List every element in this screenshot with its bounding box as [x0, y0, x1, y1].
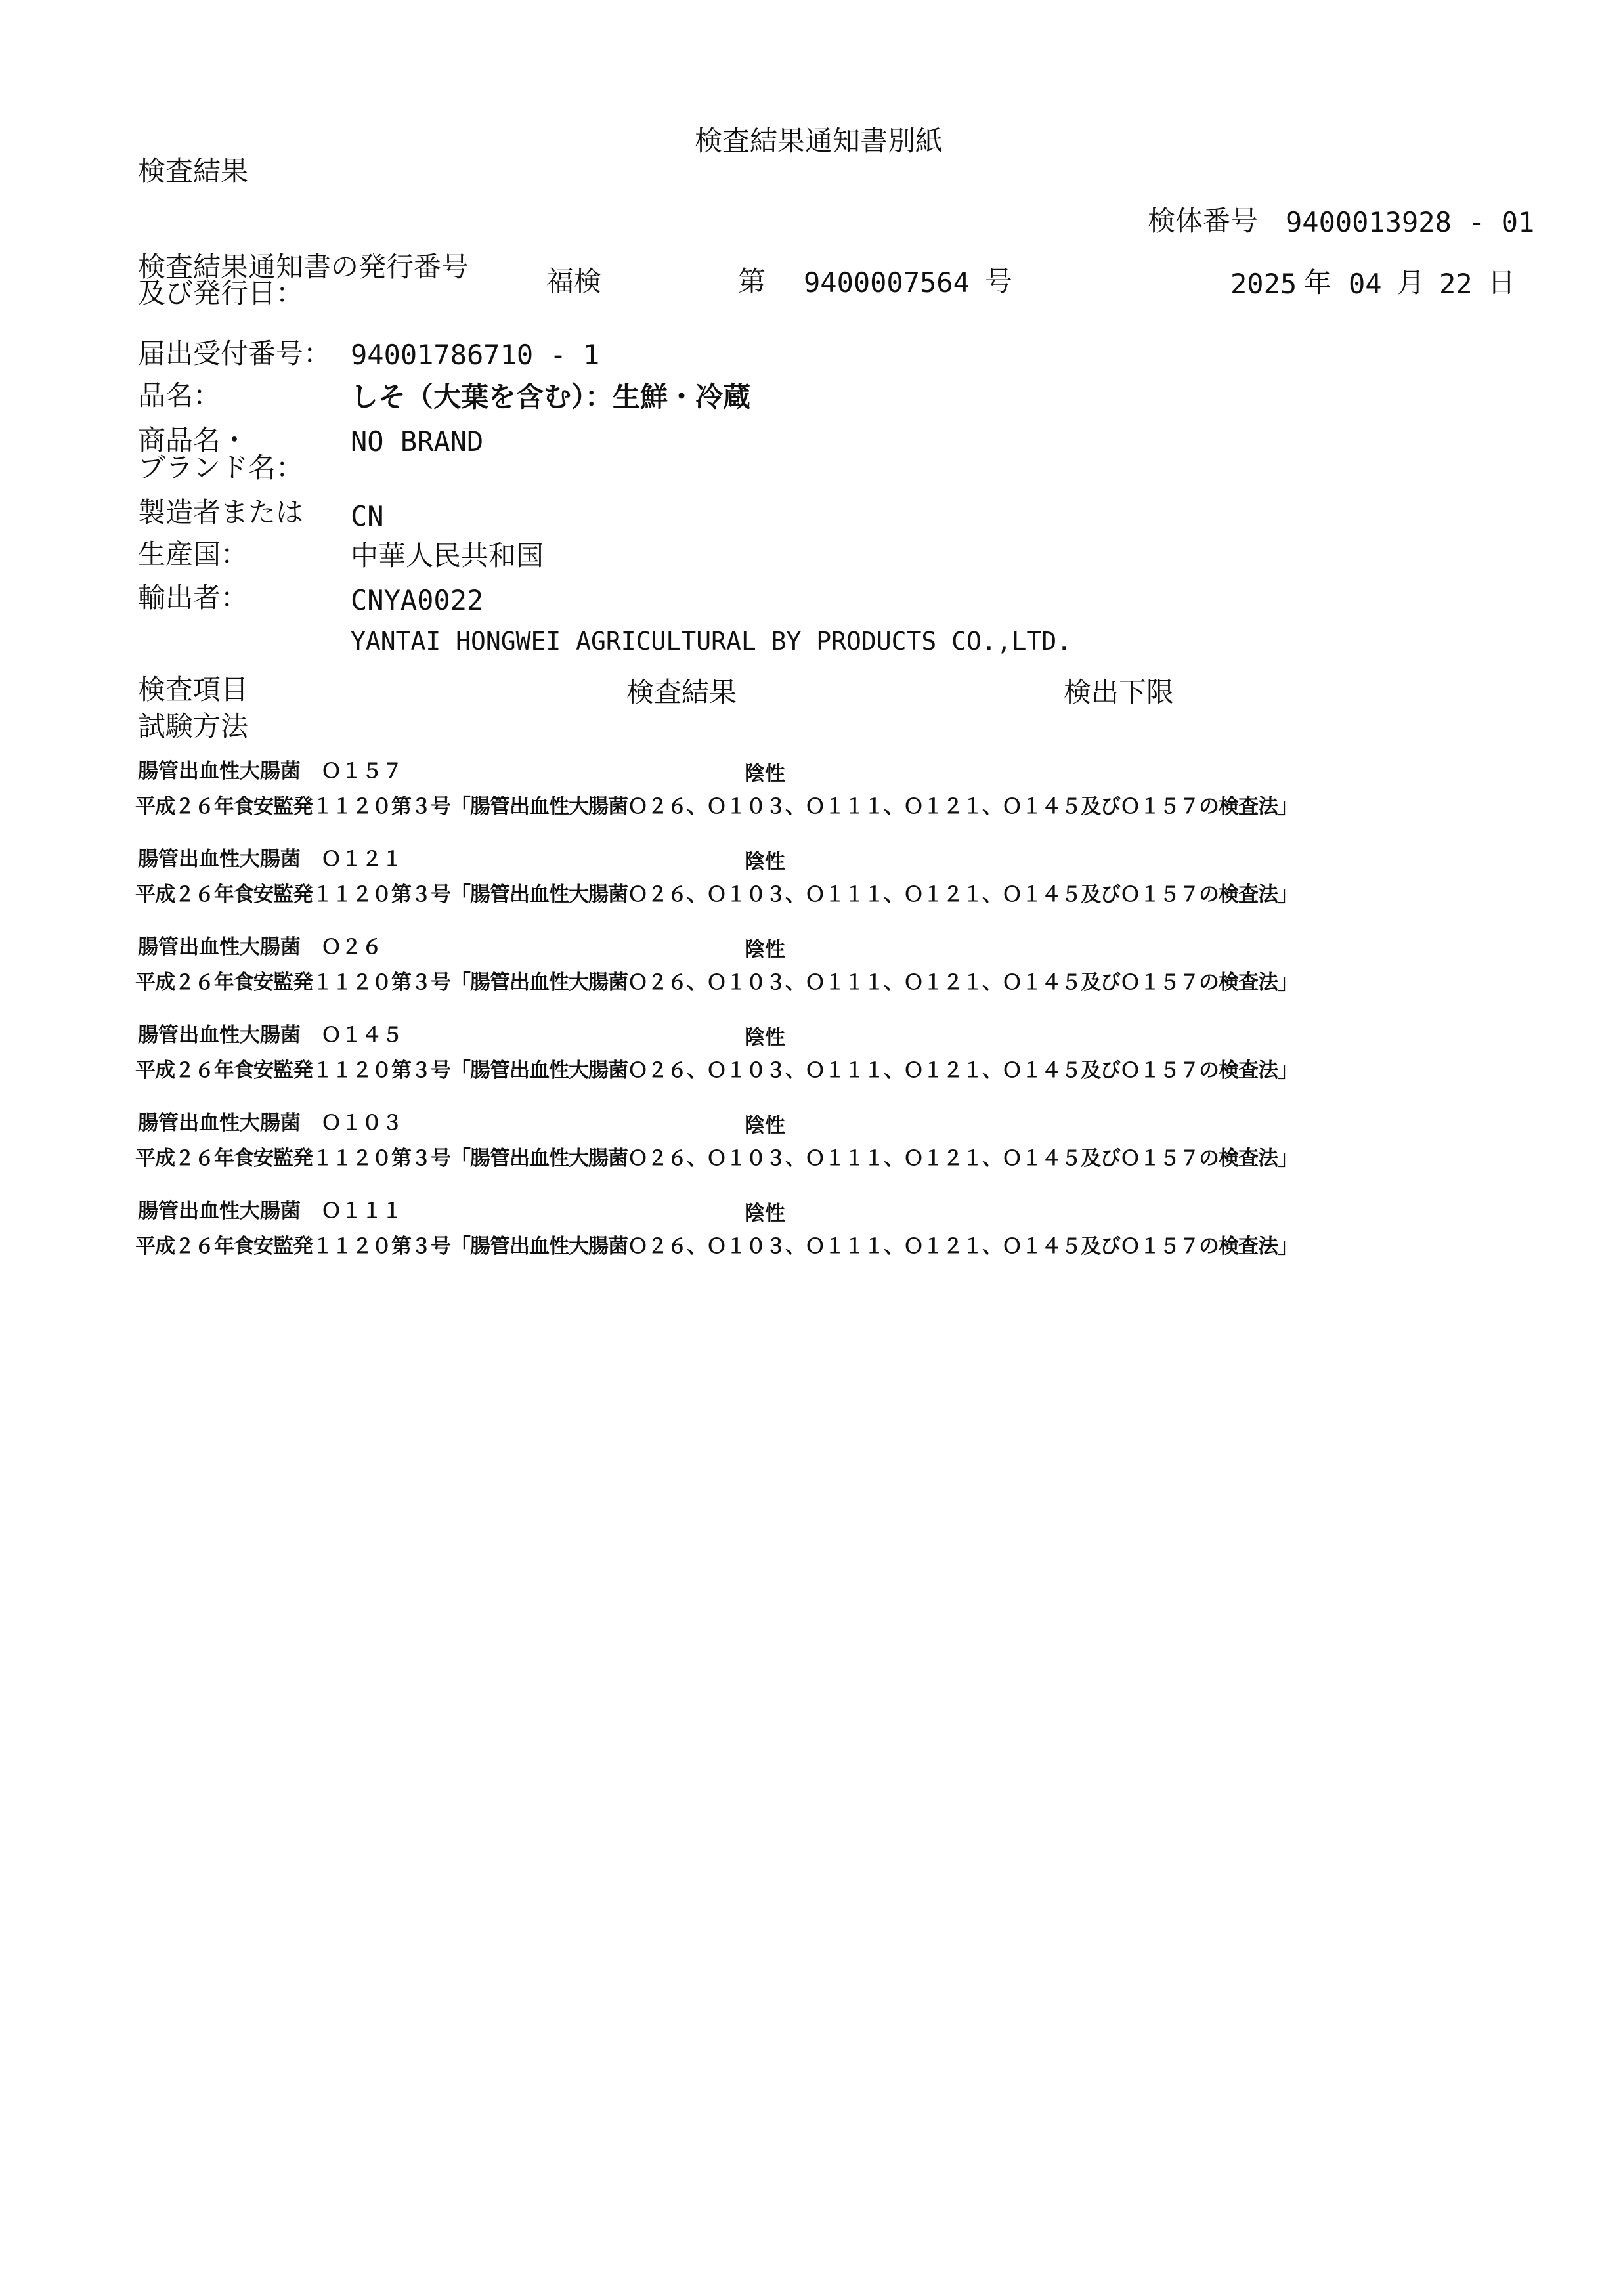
test-item-name: 腸管出血性大腸菌 Ｏ１４５	[138, 1023, 402, 1047]
test-result: 陰性	[745, 1202, 785, 1225]
issue-dai: 第	[738, 265, 766, 297]
test-item-name: 腸管出血性大腸菌 Ｏ１１１	[138, 1199, 402, 1223]
issue-year: 2025	[1230, 268, 1297, 300]
exporter-label: 輸出者：	[138, 582, 249, 614]
maker-label: 製造者または	[138, 496, 304, 528]
test-method: 平成２６年食安監発１１２０第３号「腸管出血性大腸菌Ｏ２６、Ｏ１０３、Ｏ１１１、Ｏ１２１、Ｏ１４５及びＯ１５７の検査法」	[135, 1235, 1297, 1258]
test-result: 陰性	[745, 762, 785, 786]
test-result: 陰性	[745, 1026, 785, 1050]
test-method: 平成２６年食安監発１１２０第３号「腸管出血性大腸菌Ｏ２６、Ｏ１０３、Ｏ１１１、Ｏ１２１、Ｏ１４５及びＯ１５７の検査法」	[135, 971, 1297, 994]
test-method: 平成２６年食安監発１１２０第３号「腸管出血性大腸菌Ｏ２６、Ｏ１０３、Ｏ１１１、Ｏ１２１、Ｏ１４５及びＯ１５７の検査法」	[135, 795, 1297, 818]
test-item-name: 腸管出血性大腸菌 Ｏ１０３	[138, 1111, 402, 1135]
test-item-name: 腸管出血性大腸菌 Ｏ２６	[138, 935, 382, 959]
issue-month-unit: 月	[1397, 266, 1425, 299]
test-item-name: 腸管出血性大腸菌 Ｏ１２１	[138, 847, 402, 871]
issue-go: 号	[985, 265, 1013, 297]
issue-label-line2: 及び発行日：	[138, 277, 304, 309]
origin-country: 中華人民共和国	[351, 540, 544, 572]
exporter-code: CNYA0022	[351, 584, 484, 616]
test-method: 平成２６年食安監発１１２０第３号「腸管出血性大腸菌Ｏ２６、Ｏ１０３、Ｏ１１１、Ｏ１２１、Ｏ１４５及びＯ１５７の検査法」	[135, 1147, 1297, 1170]
specimen-label: 検体番号	[1148, 205, 1259, 237]
issuing-office: 福検	[546, 265, 602, 297]
brand-name: NO BRAND	[351, 425, 484, 457]
section-label: 検査結果	[138, 155, 249, 187]
origin-label: 生産国：	[138, 538, 249, 570]
test-method: 平成２６年食安監発１１２０第３号「腸管出血性大腸菌Ｏ２６、Ｏ１０３、Ｏ１１１、Ｏ１２１、Ｏ１４５及びＯ１５７の検査法」	[135, 883, 1297, 906]
header-test-item: 検査項目	[138, 673, 249, 706]
product-name: しそ（大葉を含む）：生鮮・冷蔵	[351, 381, 751, 413]
exporter-name: YANTAI HONGWEI AGRICULTURAL BY PRODUCTS CO.,LTD.	[351, 627, 1072, 656]
maker-value: CN	[351, 500, 384, 532]
receipt-number: 94001786710 - 1	[351, 339, 600, 371]
issue-month: 04	[1349, 268, 1382, 300]
test-item-name: 腸管出血性大腸菌 Ｏ１５７	[138, 759, 402, 783]
test-method: 平成２６年食安監発１１２０第３号「腸管出血性大腸菌Ｏ２６、Ｏ１０３、Ｏ１１１、Ｏ１２１、Ｏ１４５及びＯ１５７の検査法」	[135, 1059, 1297, 1082]
issue-day: 22	[1439, 268, 1473, 300]
test-result: 陰性	[745, 1114, 785, 1137]
brand-label-line2: ブランド名：	[138, 452, 304, 484]
header-detection-limit: 検出下限	[1064, 676, 1175, 708]
issue-number: 9400007564	[804, 266, 970, 299]
specimen-number: 9400013928 - 01	[1286, 206, 1535, 238]
issue-label-line1: 検査結果通知書の発行番号	[138, 251, 469, 283]
test-result: 陰性	[745, 938, 785, 962]
header-test-result: 検査結果	[626, 676, 737, 708]
brand-label-line1: 商品名・	[138, 424, 249, 456]
issue-day-unit: 日	[1488, 266, 1516, 299]
header-test-method: 試験方法	[138, 710, 249, 742]
test-result: 陰性	[745, 850, 785, 874]
document-title: 検査結果通知書別紙	[695, 125, 943, 157]
issue-year-unit: 年	[1304, 266, 1332, 299]
product-label: 品名：	[138, 379, 221, 412]
receipt-label: 届出受付番号：	[138, 337, 332, 370]
